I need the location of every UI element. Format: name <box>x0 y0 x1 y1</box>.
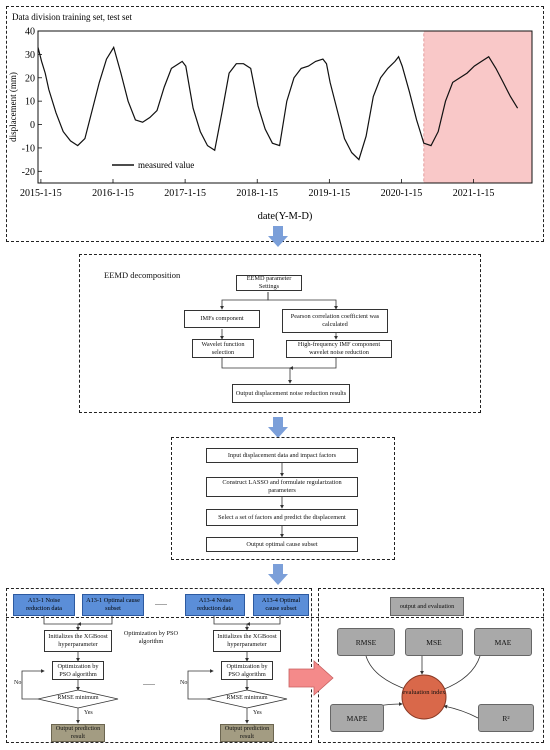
yes-label-right: Yes <box>253 710 262 716</box>
init-xgb-box-right: Initializes the XGBoost hyperparameter <box>213 630 281 652</box>
mse-box: MSE <box>405 628 463 656</box>
chart-title: Data division training set, test set <box>12 12 132 22</box>
x-tick-label: 2015-1-15 <box>20 188 62 199</box>
evaluation-center-label: evaluation index <box>402 689 446 696</box>
x-axis-label: date(Y-M-D) <box>257 211 313 222</box>
legend-label: measured value <box>138 160 195 170</box>
output-pred-right: Output prediction result <box>220 724 274 742</box>
evaluation-title-box: output and evaluation <box>390 597 464 616</box>
y-axis-label: displacement (mm) <box>8 72 18 142</box>
yes-label-left: Yes <box>84 710 93 716</box>
x-tick-label: 2019-1-15 <box>308 188 351 199</box>
evaluation-center-circle <box>402 675 446 719</box>
x-tick-label: 2016-1-15 <box>92 188 134 199</box>
lasso-select-box: Select a set of factors and predict the displacement <box>206 509 358 526</box>
pearson-box: Pearson correlation coefficient was calculated <box>282 309 388 333</box>
lasso-output-box: Output optimal cause subset <box>206 537 358 552</box>
x-tick-label: 2021-1-15 <box>452 188 495 199</box>
a134-cause-box: A13-4 Optimal cause subset <box>253 594 309 616</box>
pso-box-right: Optimization by PSO algorithm <box>221 661 273 680</box>
flow-arrow-3 <box>267 564 289 586</box>
y-tick-label: 20 <box>25 73 35 85</box>
ellipsis-top: ...... <box>155 598 167 607</box>
x-tick-label: 2018-1-15 <box>236 188 279 199</box>
test-set-region <box>424 31 532 183</box>
r2-box: R² <box>478 704 534 732</box>
hf-reduction-box: High-frequency IMF component wavelet noise reduction <box>286 340 392 358</box>
init-xgb-box-left: Initializes the XGBoost hyperparameter <box>44 630 112 652</box>
y-tick-label: 30 <box>25 49 35 61</box>
flow-arrow-1 <box>267 226 289 248</box>
a131-cause-box: A13-1 Optimal cause subset <box>82 594 144 616</box>
x-tick-label: 2020-1-15 <box>380 188 423 199</box>
y-tick-label: 40 <box>25 26 35 38</box>
pso-box-left: Optimization by PSO algorithm <box>52 661 104 680</box>
output-pred-left: Output prediction result <box>51 724 105 742</box>
no-label-left: No <box>14 680 22 686</box>
x-tick-label: 2017-1-15 <box>164 188 206 199</box>
eemd-params-box: EEMD parameter Settings <box>236 275 302 291</box>
pso-center-label: Optimization by PSO algorithm <box>123 630 179 645</box>
imfs-component-box: IMFs component <box>184 310 260 328</box>
y-tick-label: -20 <box>21 166 35 178</box>
y-tick-label: -10 <box>21 143 35 155</box>
a131-noise-box: A13-1 Noise reduction data <box>13 594 75 616</box>
eemd-output-box: Output displacement noise reduction results <box>232 384 350 403</box>
y-tick-label: 10 <box>25 96 35 108</box>
y-tick-label: 0 <box>30 120 35 132</box>
displacement-chart <box>0 0 550 240</box>
rmse-min-left: RMSE minimum <box>57 695 99 701</box>
mape-box: MAPE <box>330 704 384 732</box>
a134-noise-box: A13-4 Noise reduction data <box>185 594 245 616</box>
rmse-min-right: RMSE minimum <box>226 695 268 701</box>
ellipsis-middle: ...... <box>143 678 155 687</box>
lasso-input-box: Input displacement data and impact factors <box>206 448 358 463</box>
eemd-title: EEMD decomposition <box>104 270 181 280</box>
no-label-right: No <box>180 680 188 686</box>
wavelet-select-box: Wavelet function selection <box>192 339 254 358</box>
mae-box: MAE <box>474 628 532 656</box>
lasso-construct-box: Construct LASSO and formulate regularization parameters <box>206 477 358 497</box>
rmse-box: RMSE <box>337 628 395 656</box>
